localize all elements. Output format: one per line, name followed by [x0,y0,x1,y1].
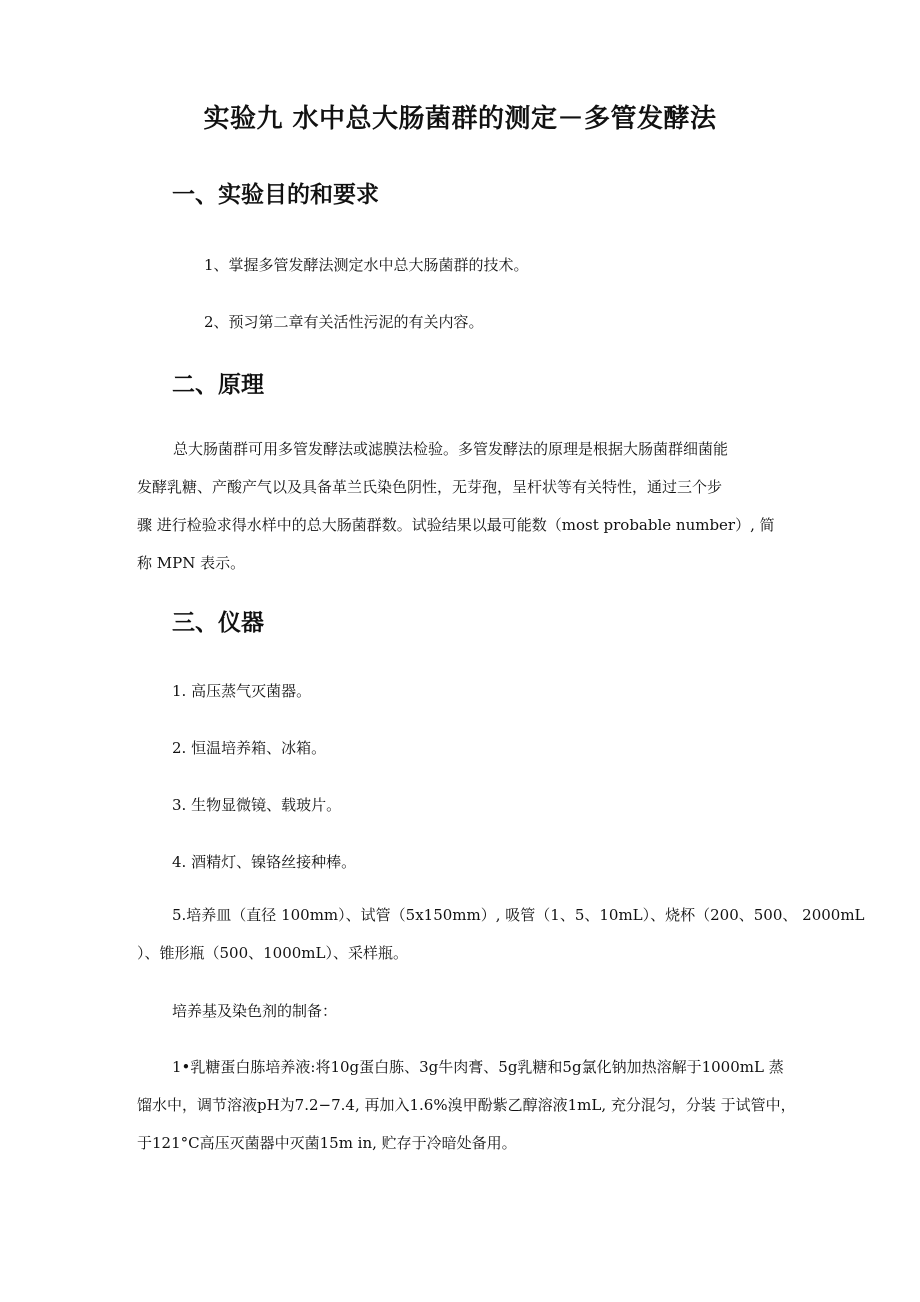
instrument-item-5-line-2: ）、锥形瓶（500、1000mL）、采样瓶。 [137,944,408,962]
media-line-2: 馏水中，调节溶液pH为7.2−7.4, 再加入1.6%溴甲酚紫乙醇溶液1mL, 充分混匀，分装 于试管中， [137,1096,796,1114]
principle-line-3: 骤 进行检验求得水样中的总大肠菌群数。试验结果以最可能数（most probable number）, 简 [137,516,775,534]
instrument-item-1: 1. 高压蒸气灭菌器。 [172,682,312,700]
media-paragraph [137,1048,805,1162]
instrument-item-2: 2. 恒温培养箱、冰箱。 [172,739,327,757]
document-title: 实验九 水中总大肠菌群的测定－多管发酵法 [203,104,717,134]
media-line-3: 于121°C高压灭菌器中灭菌15m in, 贮存于冷暗处备用。 [137,1134,517,1152]
section-heading-instruments: 三、仪器 [172,610,264,636]
instrument-item-5 [137,896,865,972]
instrument-item-5-line-1: 5.培养皿（直径 100mm）、试管（5x150mm）, 吸管（1、5、10mL）、烧杯（200、500、 2000mL [172,906,865,924]
principle-line-1: 总大肠菌群可用多管发酵法或滤膜法检验。多管发酵法的原理是根据大肠菌群细菌能 [173,440,729,458]
media-line-1: 1•乳糖蛋白胨培养液:将10g蛋白胨、3g牛肉膏、5g乳糖和5g氯化钠加热溶解于1000mL 蒸 [172,1058,784,1076]
objective-item-2: 2、预习第二章有关活性污泥的有关内容。 [204,313,484,331]
section-heading-objectives: 一、实验目的和要求 [172,182,379,208]
principle-line-4: 称 MPN 表示。 [137,554,246,572]
principle-paragraph [137,430,787,582]
principle-line-2: 发酵乳糖、产酸产气以及具备革兰氏染色阴性，无芽孢，呈杆状等有关特性，通过三个步 [137,478,723,496]
section-heading-principle: 二、原理 [172,372,264,398]
media-heading: 培养基及染色剂的制备： [172,1002,338,1020]
instrument-item-3: 3. 生物显微镜、载玻片。 [172,796,342,814]
instrument-item-4: 4. 酒精灯、镍铬丝接种棒。 [172,853,357,871]
objective-item-1: 1、掌握多管发酵法测定水中总大肠菌群的技术。 [204,256,529,274]
